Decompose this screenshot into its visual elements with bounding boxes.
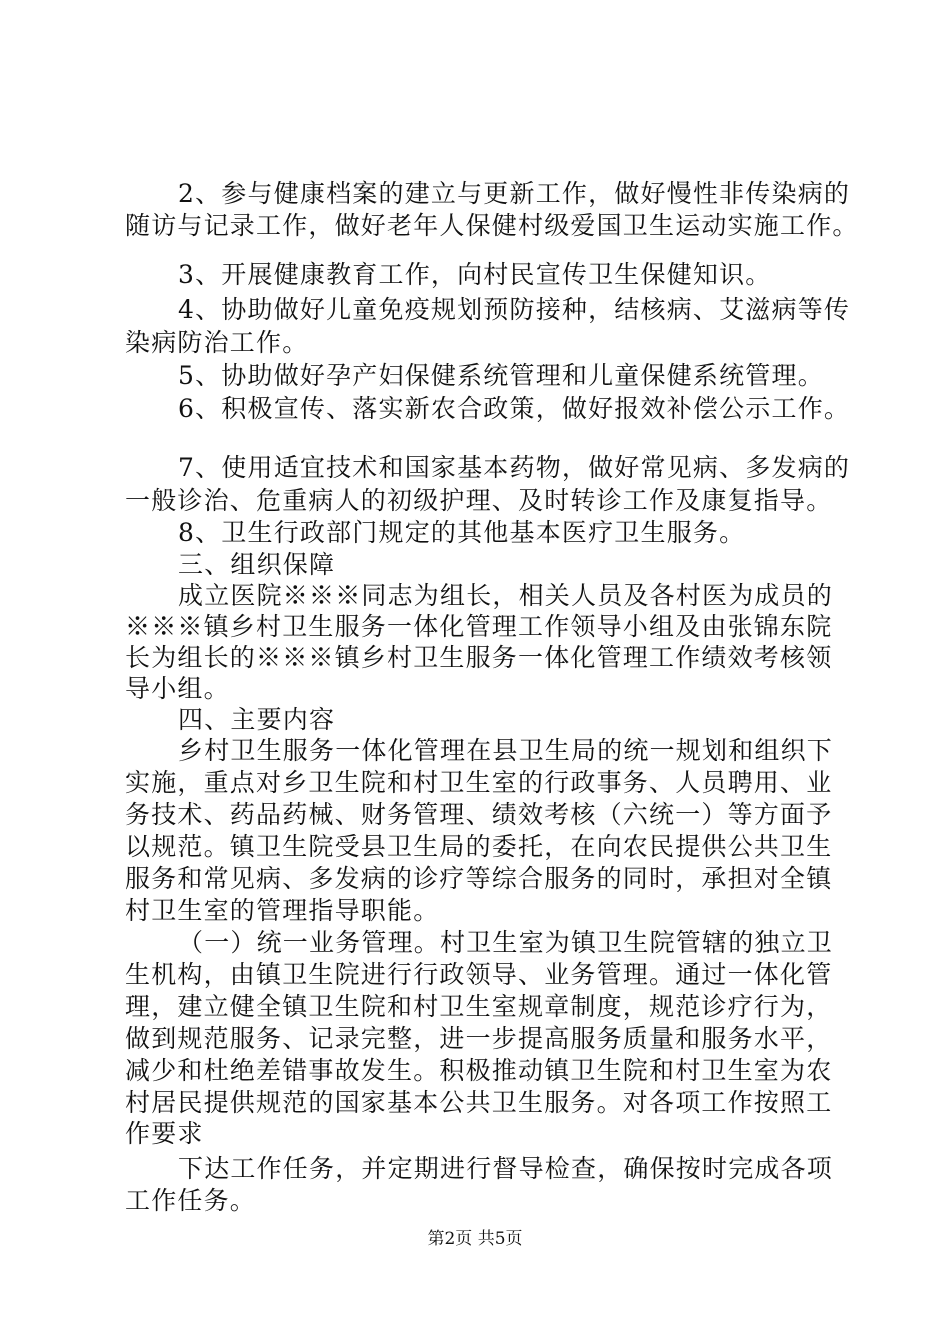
paragraph-line: 2、参与健康档案的建立与更新工作，做好慢性非传染病的 (178, 179, 851, 208)
paragraph-line: 务技术、药品药械、财务管理、绩效考核（六统一）等方面予 (125, 800, 833, 829)
paragraph-line: 村卫生室的管理指导职能。 (125, 896, 440, 925)
paragraph-line: 6、积极宣传、落实新农合政策，做好报效补偿公示工作。 (178, 394, 851, 423)
paragraph-line: 下达工作任务，并定期进行督导检查，确保按时完成各项 (178, 1154, 834, 1183)
section-heading: 四、主要内容 (178, 705, 336, 734)
page-number-footer: 第2页 共5页 (427, 1229, 523, 1249)
paragraph-line: ※※※镇乡村卫生服务一体化管理工作领导小组及由张锦东院 (125, 612, 833, 641)
paragraph-line: 工作任务。 (125, 1186, 257, 1215)
paragraph-line: 生机构，由镇卫生院进行行政领导、业务管理。通过一体化管 (125, 960, 833, 989)
paragraph-line: 成立医院※※※同志为组长，相关人员及各村医为成员的 (178, 581, 834, 610)
paragraph-line: 实施，重点对乡卫生院和村卫生室的行政事务、人员聘用、业 (125, 768, 833, 797)
paragraph-line: 乡村卫生服务一体化管理在县卫生局的统一规划和组织下 (178, 736, 834, 765)
section-heading: 三、组织保障 (178, 550, 336, 579)
paragraph-line: 长为组长的※※※镇乡村卫生服务一体化管理工作绩效考核领 (125, 643, 833, 672)
paragraph-line: 理，建立健全镇卫生院和村卫生室规章制度，规范诊疗行为， (125, 992, 833, 1021)
paragraph-line: 减少和杜绝差错事故发生。积极推动镇卫生院和村卫生室为农 (125, 1056, 833, 1085)
paragraph-line: 做到规范服务、记录完整，进一步提高服务质量和服务水平， (125, 1024, 833, 1053)
paragraph-line: 服务和常见病、多发病的诊疗等综合服务的同时，承担对全镇 (125, 864, 833, 893)
paragraph-line: 一般诊治、危重病人的初级护理、及时转诊工作及康复指导。 (125, 486, 833, 515)
paragraph-line: 随访与记录工作，做好老年人保健村级爱国卫生运动实施工作。 (125, 211, 859, 240)
paragraph-line: 5、协助做好孕产妇保健系统管理和儿童保健系统管理。 (178, 361, 824, 390)
paragraph-line: （一）统一业务管理。村卫生室为镇卫生院管辖的独立卫 (178, 928, 834, 957)
paragraph-line: 3、开展健康教育工作，向村民宣传卫生保健知识。 (178, 260, 772, 289)
paragraph-line: 作要求 (125, 1119, 204, 1148)
paragraph-line: 村居民提供规范的国家基本公共卫生服务。对各项工作按照工 (125, 1088, 833, 1117)
paragraph-line: 7、使用适宜技术和国家基本药物，做好常见病、多发病的 (178, 453, 851, 482)
paragraph-line: 8、卫生行政部门规定的其他基本医疗卫生服务。 (178, 518, 746, 547)
paragraph-line: 以规范。镇卫生院受县卫生局的委托，在向农民提供公共卫生 (125, 832, 833, 861)
paragraph-line: 4、协助做好儿童免疫规划预防接种，结核病、艾滋病等传 (178, 295, 851, 324)
paragraph-line: 导小组。 (125, 674, 230, 703)
paragraph-line: 染病防治工作。 (125, 328, 309, 357)
